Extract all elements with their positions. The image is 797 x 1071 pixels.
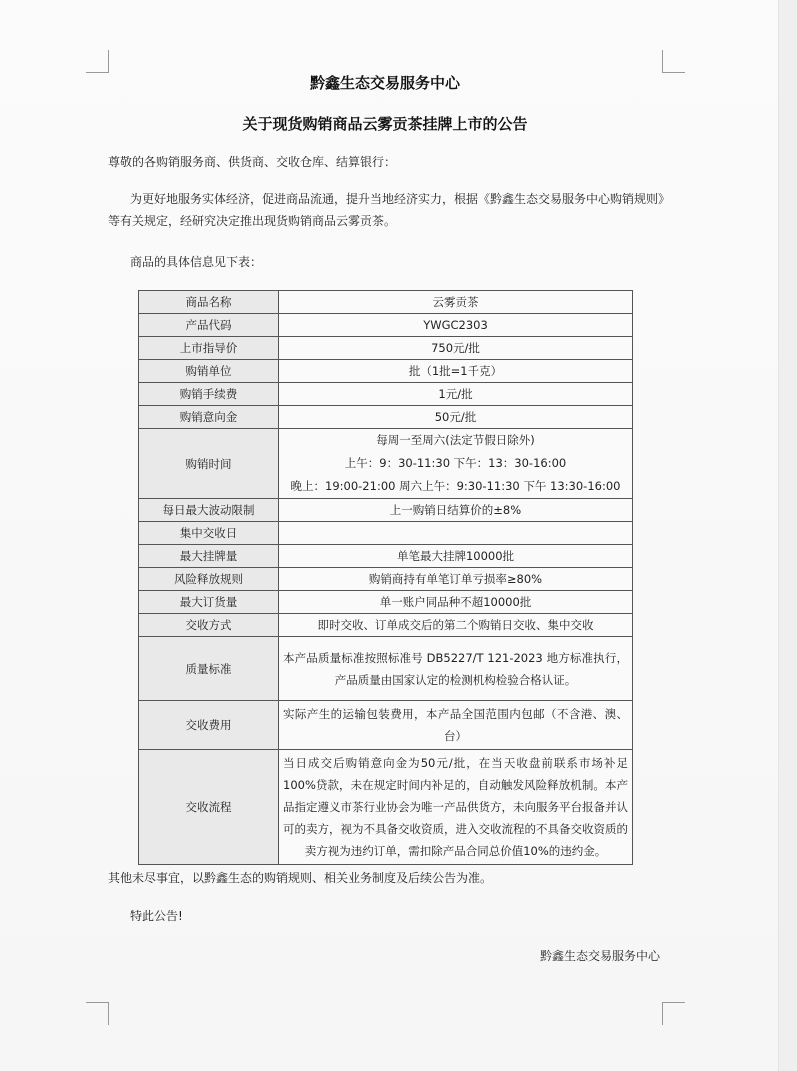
intro-paragraph: 为更好地服务实体经济，促进商品流通，提升当地经济实力，根据《黔鑫生态交易服务中心购销规则》等有关规定，经研究决定推出现货购销商品云雾贡茶。 [108, 192, 671, 228]
notice-title: 关于现货购销商品云雾贡茶挂牌上市的公告 [242, 115, 528, 133]
page-edge-shadow [778, 0, 797, 1071]
row-label: 交收方式 [139, 614, 279, 637]
table-row [139, 291, 633, 314]
row-label: 每日最大波动限制 [139, 499, 279, 522]
table-row [139, 360, 633, 383]
table-row [139, 614, 633, 637]
closing-paragraph: 其他未尽事宜，以黔鑫生态的购销规则、相关业务制度及后续公告为准。 [108, 871, 493, 885]
row-value: 750元/批 [279, 337, 633, 360]
row-value: 当日成交后购销意向金为50元/批，在当天收盘前联系市场补足100%贷款，未在规定时间内补足的，自动触发风险释放机制。本产品指定遵义市茶行业协会为唯一产品供货方，未向服务平台报备并认可的卖方，视为不具备交收资质，进入交收流程的不具备交收资质的卖方视为违约订单，需扣除产品合同总价值10%的违约金。 [279, 750, 633, 865]
row-label: 交收流程 [139, 750, 279, 865]
crop-mark-bottom-left [86, 1002, 109, 1025]
row-value: 单笔最大挂牌10000批 [279, 545, 633, 568]
table-row [139, 499, 633, 522]
row-label: 商品名称 [139, 291, 279, 314]
signature: 黔鑫生态交易服务中心 [540, 949, 661, 963]
table-row [139, 637, 633, 701]
schedule-line: 上午：9：30-11:30 下午：13：30-16:00 [344, 456, 567, 470]
row-value: 单一账户同品种不超10000批 [279, 591, 633, 614]
row-label: 最大挂牌量 [139, 545, 279, 568]
row-label: 风险释放规则 [139, 568, 279, 591]
row-label: 购销手续费 [139, 383, 279, 406]
row-value: 上一购销日结算价的±8% [279, 499, 633, 522]
table-row [139, 568, 633, 591]
row-value [279, 522, 633, 545]
schedule-line: 每周一至周六(法定节假日除外) [376, 433, 535, 447]
crop-mark-bottom-right [662, 1002, 685, 1025]
table-row [139, 522, 633, 545]
table-row [139, 545, 633, 568]
table-row [139, 701, 633, 750]
row-label: 产品代码 [139, 314, 279, 337]
table-row [139, 406, 633, 429]
row-label: 购销单位 [139, 360, 279, 383]
row-value: YWGC2303 [279, 314, 633, 337]
table-row [139, 383, 633, 406]
table-row [139, 750, 633, 865]
table-row [139, 591, 633, 614]
organization-title: 黔鑫生态交易服务中心 [309, 74, 460, 92]
crop-mark-top-left [86, 50, 109, 73]
special-notice: 特此公告! [130, 909, 183, 923]
row-value: 实际产生的运输包装费用，本产品全国范围内包邮（不含港、澳、台） [279, 701, 633, 750]
row-value: 50元/批 [279, 406, 633, 429]
table-row [139, 314, 633, 337]
row-value: 本产品质量标准按照标准号 DB5227/T 121-2023 地方标准执行，产品质量由国家认定的检测机构检验合格认证。 [279, 637, 633, 701]
row-label: 最大订货量 [139, 591, 279, 614]
table-row [139, 337, 633, 360]
product-info-table [138, 290, 633, 865]
table-row [139, 429, 633, 499]
salutation: 尊敬的各购销服务商、供货商、交收仓库、结算银行： [108, 155, 397, 169]
row-value: 即时交收、订单成交后的第二个购销日交收、集中交收 [279, 614, 633, 637]
row-value: 批（1批=1千克） [279, 360, 633, 383]
row-label: 交收费用 [139, 701, 279, 750]
row-value: 云雾贡茶 [279, 291, 633, 314]
row-label: 集中交收日 [139, 522, 279, 545]
row-value: 购销商持有单笔订单亏损率≥80% [279, 568, 633, 591]
schedule-line: 晚上：19:00-21:00 周六上午：9:30-11:30 下午 13:30-16:00 [290, 479, 621, 493]
row-label: 上市指导价 [139, 337, 279, 360]
row-label: 购销时间 [139, 429, 279, 499]
crop-mark-top-right [662, 50, 685, 73]
row-label: 质量标准 [139, 637, 279, 701]
row-value-multiline [279, 429, 633, 499]
table-intro-paragraph: 商品的具体信息见下表： [130, 255, 263, 269]
row-value: 1元/批 [279, 383, 633, 406]
row-label: 购销意向金 [139, 406, 279, 429]
